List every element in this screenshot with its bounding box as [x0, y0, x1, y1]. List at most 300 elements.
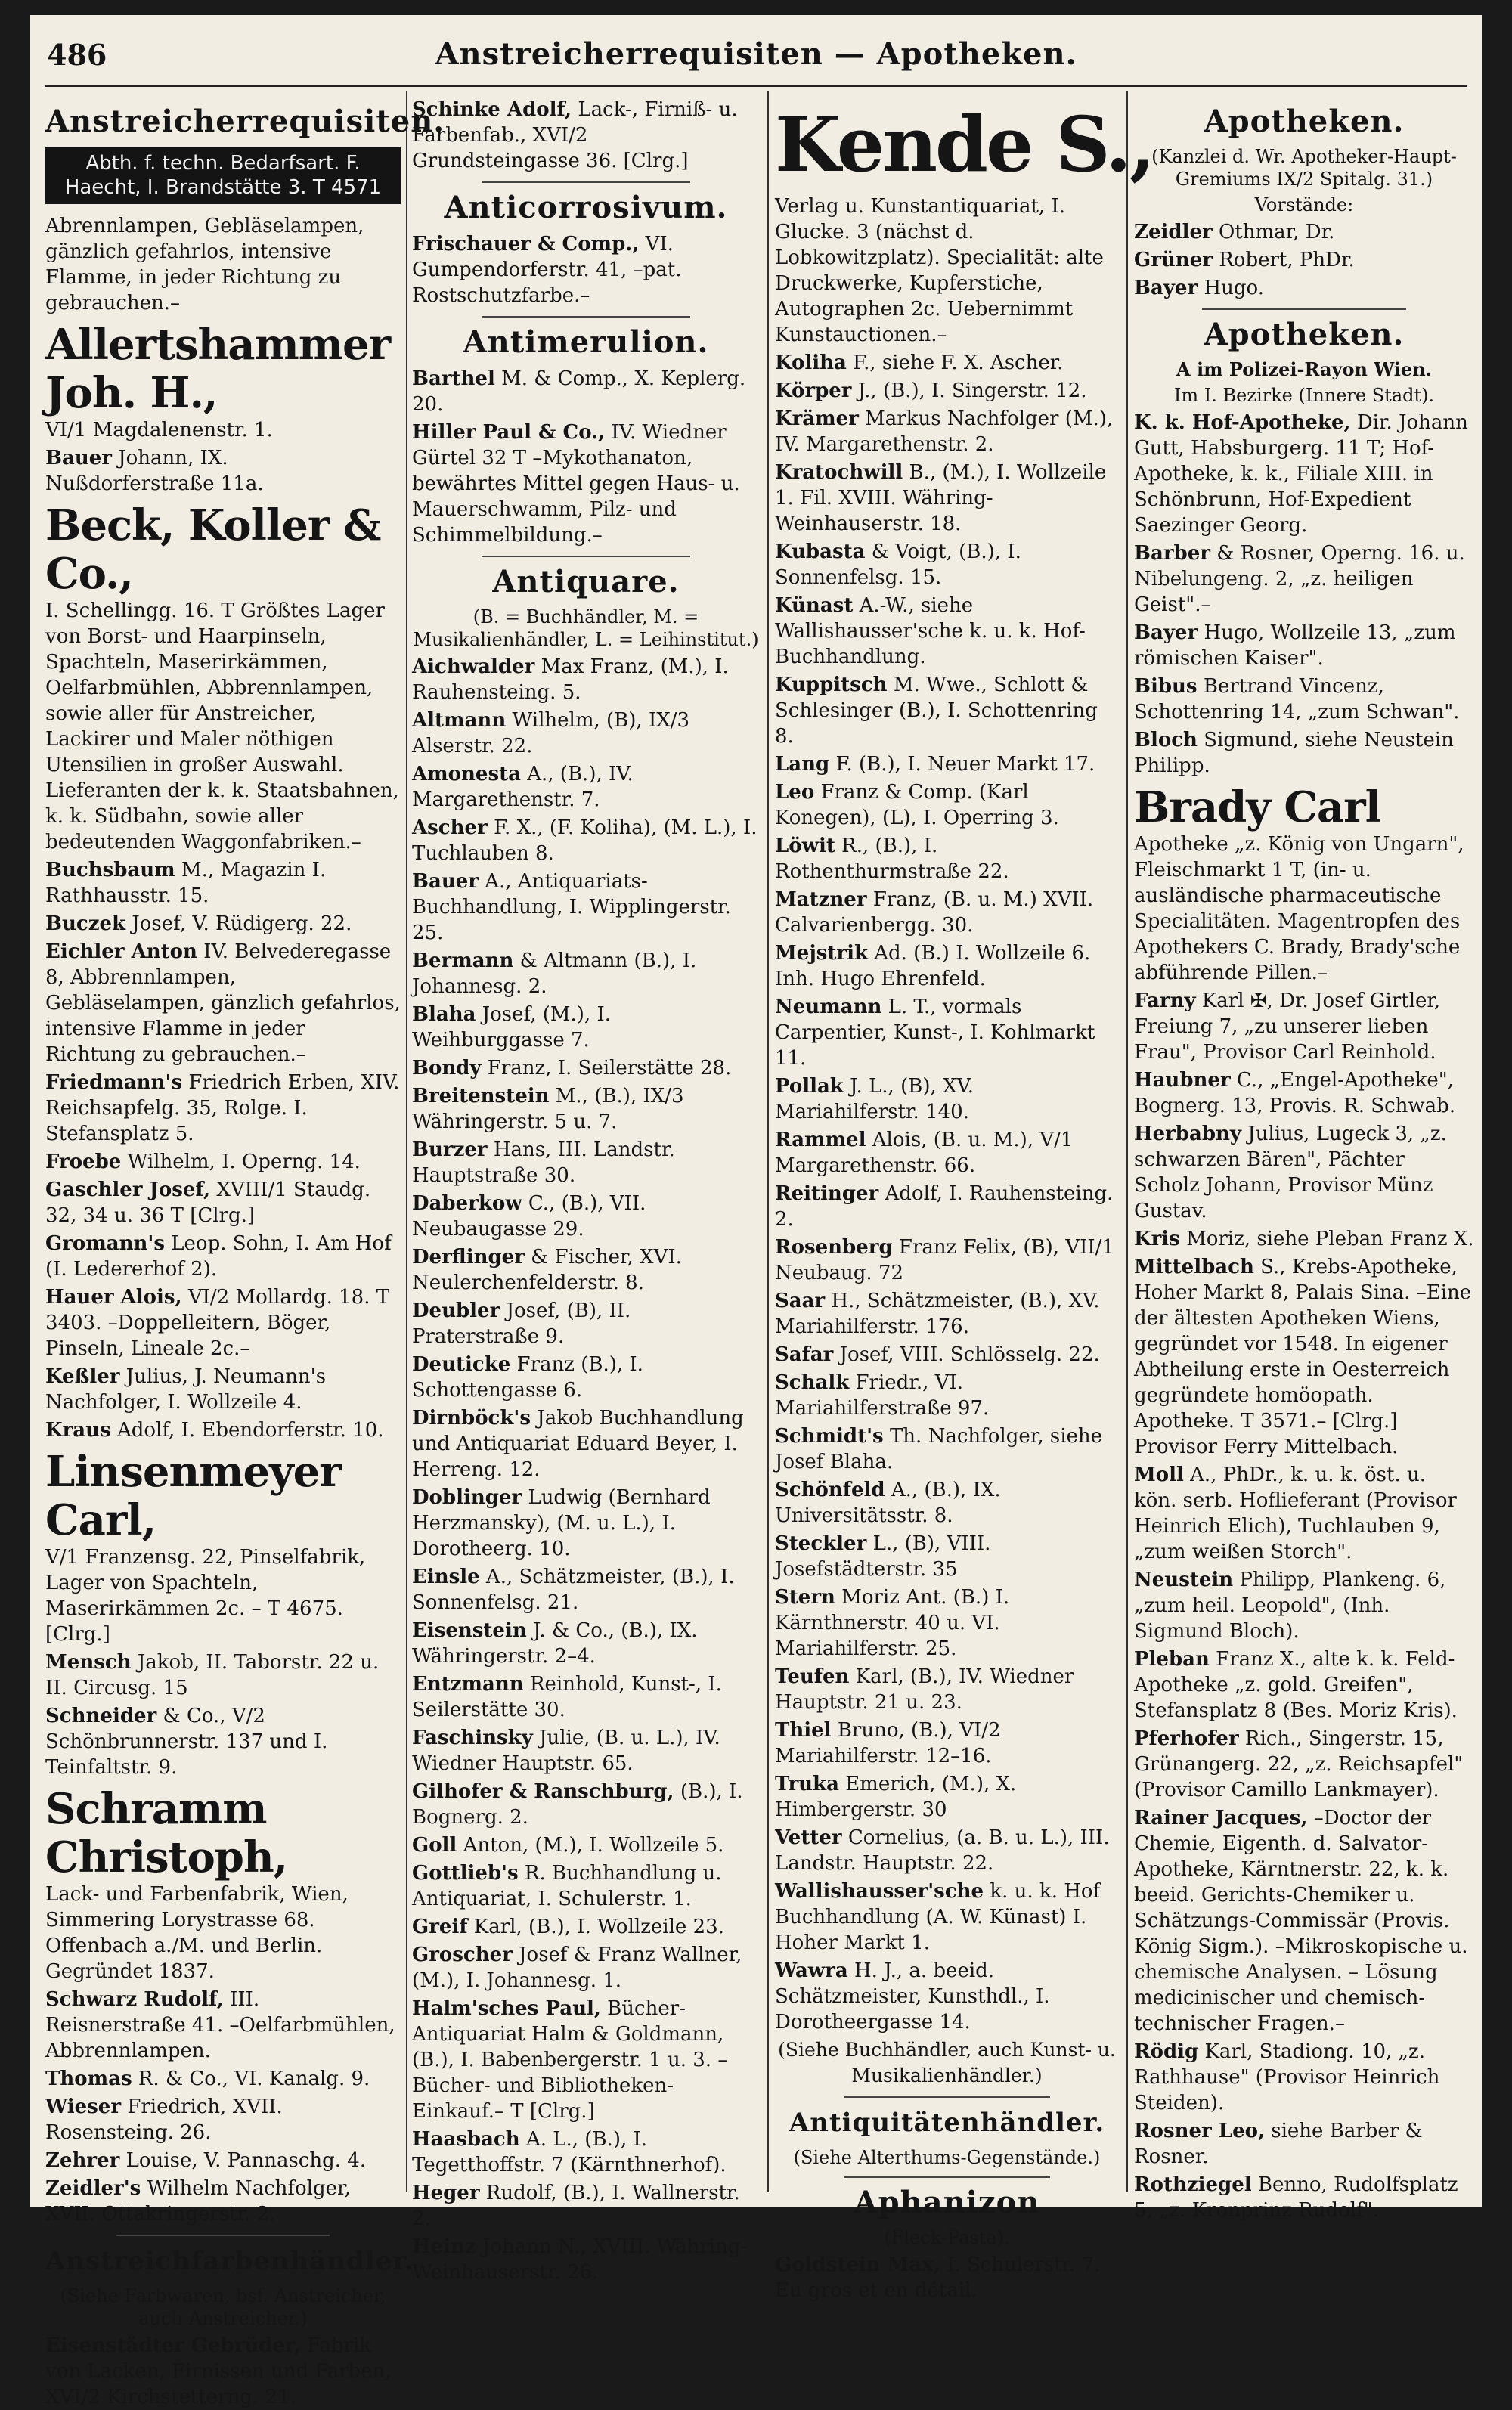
entry-name: Thomas: [45, 2068, 132, 2090]
entry-name: Bauer: [45, 447, 112, 469]
directory-entry: [775, 833, 1119, 884]
entry-details: Wilhelm, I. Operng. 14.: [127, 1151, 361, 1173]
directory-entry: [1134, 2172, 1474, 2223]
running-head: Anstreicherrequisiten — Apotheken.: [435, 36, 1077, 72]
entry-details: Jakob Buchhandlung und Antiquariat Eduard Beyer, I. Herreng. 12.: [412, 1407, 744, 1481]
entry-details: Lack- und Farbenfabrik, Wien, Simmering Lorystrasse 68. Offenbach a./M. und Berlin. Gegründet 1837.: [45, 1883, 349, 1983]
entry-name: Mejstrik: [775, 942, 868, 965]
directory-entry: [775, 2252, 1119, 2303]
entry-name: Kratochwill: [775, 461, 903, 484]
entry-details: S., Krebs-Apotheke, Hoher Markt 8, Palais Sina. –Eine der ältesten Apotheken Wiens, gegründet vor 1548. In eigener Abtheilung erste in Oesterreich gegründete homöopath. Apotheke. T 3571.– [Clrg.] Provisor Ferry Mittelbach.: [1134, 1256, 1472, 1458]
entry-details: Friedr., VI. Mariahilferstraße 97.: [775, 1371, 990, 1420]
directory-entry: [412, 1083, 760, 1135]
entry-name: Froebe: [45, 1151, 122, 1173]
directory-entry: [45, 2148, 401, 2173]
entry-name: Doblinger: [412, 1486, 522, 1509]
entry-details: Julie, (B. u. L.), IV. Wiedner Hauptstr. 65.: [412, 1727, 720, 1775]
entry-details: VI/1 Magdalenenstr. 1.: [45, 419, 273, 441]
entry-list: [412, 231, 760, 308]
entry-name: Künast: [775, 594, 854, 617]
entry-details: R., (B.), I. Rothenthurmstraße 22.: [775, 835, 1009, 883]
directory-entry: [1134, 1726, 1474, 1803]
directory-entry: [412, 1244, 760, 1296]
entry-details: J. L., (B), XV. Mariahilferstr. 140.: [775, 1075, 974, 1123]
directory-entry: [1134, 620, 1474, 671]
entry-name: Groscher: [412, 1944, 513, 1966]
entry-details: Johann N., XVIII. Währing-Weinhauserstr. 26.: [412, 2235, 748, 2284]
entry-list: [45, 2333, 401, 2410]
directory-entry: [775, 1234, 1119, 1286]
entry-name: Goldstein Max,: [775, 2254, 940, 2276]
entry-name: Krämer: [775, 407, 859, 430]
entry-details: Franz & Comp. (Karl Konegen), (L), I. Operring 3.: [775, 781, 1059, 829]
directory-entry: [1134, 1646, 1474, 1724]
section-subtitle: (Kanzlei d. Wr. Apotheker-Haupt-Gremiums IX/2 Spitalg. 31.): [1151, 146, 1457, 190]
directory-entry: [412, 2234, 760, 2285]
section-title: Antimerulion.: [463, 324, 709, 360]
entry-name: Linsenmeyer Carl,: [45, 1447, 341, 1545]
entry-name: Frischauer & Comp.,: [412, 233, 640, 256]
entry-details: Bücher-Antiquariat Halm & Goldmann, (B.), I. Babenbergerstr. 1 u. 3. –Bücher- und Bibliotheken-Einkauf.– T [Clrg.]: [412, 1997, 728, 2123]
directory-entry: [412, 1671, 760, 1723]
section-separator: [482, 181, 690, 183]
directory-entry: [412, 420, 760, 548]
entry-name: Schinke Adolf,: [412, 98, 572, 121]
entry-details: Franz, (B. u. M.) XVII. Calvarienbergg. 30.: [775, 888, 1094, 937]
entry-details: Julius, J. Neumann's Nachfolger, I. Wollzeile 4.: [45, 1365, 327, 1414]
entry-name: Pferhofer: [1134, 1727, 1239, 1750]
entry-details: H., Schätzmeister, (B.), XV. Mariahilferstr. 176.: [775, 1290, 1100, 1338]
directory-entry: [412, 1618, 760, 1669]
entry-name: Kris: [1134, 1228, 1180, 1250]
entry-name: Neustein: [1134, 1569, 1234, 1591]
directory-entry: [775, 378, 1119, 404]
entry-details: Adolf, I. Rauhensteing. 2.: [775, 1182, 1114, 1231]
directory-entry: [45, 1987, 401, 2064]
directory-entry: [45, 939, 401, 1067]
directory-entry: [412, 1996, 760, 2124]
directory-entry: [775, 1879, 1119, 1956]
directory-entry: [1134, 247, 1474, 273]
entry-name: Wawra: [775, 1959, 848, 1982]
entry-name: Bayer: [1134, 621, 1198, 644]
directory-entry: [775, 1342, 1119, 1368]
directory-entry: [1134, 275, 1474, 301]
entry-name: Amonesta: [412, 763, 521, 785]
directory-entry: [45, 1785, 401, 1984]
directory-entry: [1134, 1567, 1474, 1644]
entry-details: V/1 Franzensg. 22, Pinselfabrik, Lager von Spachteln, Maserirkämmen 2c. – T 4675. [Clrg.]: [45, 1546, 366, 1646]
entry-details: L., (B), VIII. Josefstädterstr. 35: [775, 1532, 991, 1581]
directory-entry: [412, 1137, 760, 1188]
entry-name: Derflinger: [412, 1246, 525, 1269]
entry-details: XVIII/1 Staudg. 32, 34 u. 36 T [Clrg.]: [45, 1179, 371, 1227]
directory-entry: [412, 1191, 760, 1242]
entry-details: Adolf, I. Ebendorferstr. 10.: [116, 1419, 384, 1442]
directory-entry: [45, 1070, 401, 1147]
directory-entry: [412, 869, 760, 946]
entry-details: Moriz Ant. (B.) I. Kärnthnerstr. 40 u. VI. Mariahilferstr. 25.: [775, 1586, 1010, 1660]
entry-details: R. & Co., VI. Kanalg. 9.: [138, 2068, 370, 2090]
featured-advertiser-name: Kende S.,: [775, 100, 1154, 189]
entry-name: Truka: [775, 1773, 839, 1795]
directory-entry: [775, 672, 1119, 749]
entry-details: IV. Wiedner Gürtel 32 T –Mykothanaton, bewährtes Mittel gegen Haus- u. Mauerschwamm, Pilz- und Schimmelbildung.–: [412, 421, 740, 547]
entry-name: Burzer: [412, 1138, 488, 1161]
directory-entry: [775, 1664, 1119, 1715]
directory-entry: [412, 1725, 760, 1777]
entry-details: Markus Nachfolger (M.), IV. Margarethenstr. 2.: [775, 407, 1114, 456]
entry-name: Gromann's: [45, 1232, 166, 1255]
entry-details: Lack-, Firniß- u. Farbenfab., XVI/2 Grundsteingasse 36. [Clrg.]: [412, 98, 738, 172]
section-title: Anticorrosivum.: [444, 190, 728, 225]
directory-entry: [412, 815, 760, 866]
entry-details: siehe Barber & Rosner.: [1134, 2120, 1423, 2168]
directory-entry: [412, 231, 760, 308]
entry-details: J., (B.), I. Singerstr. 12.: [857, 379, 1087, 402]
directory-entry: [412, 654, 760, 705]
entry-name: Moll: [1134, 1464, 1184, 1486]
directory-entry: [1134, 410, 1474, 538]
entry-name: Pollak: [775, 1075, 844, 1098]
directory-entry: [1134, 988, 1474, 1065]
entry-details: Verlag u. Kunstantiquariat, I. Glucke. 3 (nächst d. Lobkowitzplatz). Specialität: alte Druckwerke, Kupferstiche, Autographen 2c. Uebernimmt Kunstauctionen.–: [775, 195, 1104, 346]
directory-entry: [1134, 2118, 1474, 2170]
entry-details: & Rosner, Operng. 16. u. Nibelungeng. 2, „z. heiligen Geist".–: [1134, 542, 1465, 616]
entry-details: VI. Gumpendorferstr. 41, –pat. Rostschutzfarbe.–: [412, 233, 682, 307]
directory-entry: [412, 1485, 760, 1562]
entry-name: Eisenstädter Gebrüder,: [45, 2334, 301, 2357]
entry-details: Julius, Lugeck 3, „z. schwarzen Bären", Pächter Scholz Johann, Provisor Münz Gustav.: [1134, 1123, 1447, 1222]
entry-name: Einsle: [412, 1566, 480, 1588]
directory-entry: [412, 2180, 760, 2232]
entry-details: Friedrich, XVII. Rosensteing. 26.: [45, 2096, 283, 2144]
directory-entry: [412, 2127, 760, 2178]
directory-entry: [1134, 1805, 1474, 2037]
entry-name: Stern: [775, 1586, 835, 1609]
directory-entry: [1134, 2039, 1474, 2116]
entry-name: Schramm Christoph,: [45, 1784, 288, 1882]
column-4: [1134, 97, 1474, 2222]
entry-name: Gilhofer & Ranschburg,: [412, 1780, 674, 1803]
directory-entry: [412, 1942, 760, 1993]
entry-name: Thiel: [775, 1719, 832, 1742]
entry-name: Halm'sches Paul,: [412, 1997, 601, 2020]
entry-details: C., (B.), VII. Neubaugasse 29.: [412, 1192, 646, 1241]
entry-details: IV. Belvederegasse 8, Abbrennlampen, Gebläselampen, gänzlich gefahrlos, intensive Flamme in jeder Richtung zu gebrauchen.–: [45, 940, 401, 1066]
directory-entry: [45, 1231, 401, 1282]
directory-entry: [775, 350, 1119, 376]
entry-name: Rosenberg: [775, 1236, 893, 1259]
entry-name: Rosner Leo,: [1134, 2120, 1265, 2142]
directory-entry: [45, 1417, 401, 1443]
entry-details: I. Schellingg. 16. T Größtes Lager von Borst- und Haarpinseln, Spachteln, Maserirkämmen, Oelfarbmühlen, Abbrennlampen, sowie aller für Anstreicher, Lackirer und Maler nöthigen Utensilien in großer Auswahl. Lieferanten der k. k. Staatsbahnen, k. k. Südbahn, sowie aller bedeutenden Waggonfabriken.–: [45, 599, 399, 853]
directory-entry: [775, 887, 1119, 938]
entry-name: Schönfeld: [775, 1479, 885, 1501]
directory-entry: [45, 911, 401, 937]
entry-name: Haubner: [1134, 1069, 1231, 1092]
entry-name: Schalk: [775, 1371, 850, 1394]
section-title: Antiquitätenhändler.: [789, 2108, 1105, 2138]
entry-name: Gottlieb's: [412, 1862, 519, 1885]
entry-details: Rich., Singerstr. 15, Grünangerg. 22, „z. Reichsapfel" (Provisor Camillo Lankmayer).: [1134, 1727, 1464, 1801]
directory-entry: [775, 593, 1119, 670]
directory-entry: [412, 761, 760, 813]
entry-name: Gaschler Josef,: [45, 1179, 211, 1201]
column-2: [412, 97, 760, 2284]
entry-details: Karl, Stadiong. 10, „z. Rathhause" (Provisor Heinrich Steiden).: [1134, 2040, 1440, 2114]
entry-name: Keßler: [45, 1365, 120, 1388]
directory-entry: [1134, 541, 1474, 618]
entry-details: M., Magazin I. Rathhausstr. 15.: [45, 859, 327, 907]
entry-details: Reinhold, Kunst-, I. Seilerstätte 30.: [412, 1673, 722, 1721]
entry-details: Johann, IX. Nußdorferstraße 11a.: [45, 447, 264, 495]
directory-entry: [45, 445, 401, 497]
directory-entry: [412, 1860, 760, 1912]
entry-name: Goll: [412, 1834, 457, 1857]
entry-name: Zeidler's: [45, 2177, 141, 2200]
entry-name: Hiller Paul & Co.,: [412, 421, 606, 444]
entry-list: [412, 366, 760, 548]
entry-details: Franz Felix, (B), VII/1 Neubaug. 72: [775, 1236, 1114, 1284]
entry-details: Josef, (B), II. Praterstraße 9.: [412, 1299, 631, 1348]
directory-entry: [775, 751, 1119, 777]
entry-details: Moriz, siehe Pleban Franz X.: [1186, 1228, 1474, 1250]
directory-entry: [45, 501, 401, 855]
entry-details: M., (B.), IX/3 Währingerstr. 5 u. 7.: [412, 1085, 684, 1133]
directory-entry: [412, 1405, 760, 1482]
entry-name: Zeidler: [1134, 221, 1213, 243]
entry-name: Bondy: [412, 1057, 482, 1080]
advertisement-banner: Abth. f. techn. Bedarfsart. F. Haecht, I. Brandstätte 3. T 4571: [45, 147, 401, 204]
entry-name: Ascher: [412, 816, 488, 839]
entry-name: Barthel: [412, 367, 495, 390]
entry-details: Othmar, Dr.: [1218, 221, 1335, 243]
directory-entry: [1134, 219, 1474, 245]
entry-name: Saar: [775, 1290, 826, 1312]
directory-entry: [45, 1149, 401, 1175]
directory-entry: [45, 321, 401, 443]
directory-entry: [1134, 1254, 1474, 1460]
directory-entry: [775, 460, 1119, 537]
entry-details: Max Franz, (M.), I. Rauhensteing. 5.: [412, 655, 729, 704]
section-subtitle: Im I. Bezirke (Innere Stadt).: [1173, 385, 1435, 406]
entry-name: Buczek: [45, 912, 126, 935]
entry-name: Dirnböck's: [412, 1407, 531, 1430]
directory-entry: [775, 1073, 1119, 1125]
section-subtitle: A im Polizei-Rayon Wien.: [1176, 358, 1432, 380]
entry-name: Kraus: [45, 1419, 111, 1442]
entry-details: Hans, III. Landstr. Hauptstraße 30.: [412, 1138, 675, 1187]
section-separator: [844, 2096, 1050, 2098]
entry-details: & Co., V/2 Schönbrunnerstr. 137 und I. Teinfaltstr. 9.: [45, 1705, 328, 1779]
entry-name: Heger: [412, 2182, 480, 2204]
entry-details: Leop. Sohn, I. Am Hof (I. Ledererhof 2).: [45, 1232, 392, 1281]
directory-entry: [45, 1364, 401, 1415]
entry-name: Löwit: [775, 835, 835, 857]
section-separator: [482, 316, 690, 318]
entry-details: Dir. Johann Gutt, Habsburgerg. 11 T; Hof-Apotheke, k. k., Filiale XIII. in Schönbrunn, Hof-Expedient Saezinger Georg.: [1134, 411, 1468, 537]
entry-details: Ludwig (Bernhard Herzmansky), (M. u. L.), I. Dorotheerg. 10.: [412, 1486, 711, 1560]
entry-details: Franz X., alte k. k. Feld-Apotheke „z. gold. Greifen", Stefansplatz 8 (Bes. Moriz Kris).: [1134, 1648, 1458, 1722]
entry-name: Eisenstein: [412, 1619, 527, 1642]
entry-details: A., Schätzmeister, (B.), I. Sonnenfelsg. 21.: [412, 1566, 735, 1614]
page-number: 486: [47, 38, 107, 72]
entry-details: C., „Engel-Apotheke", Bognerg. 13, Provis. R. Schwab.: [1134, 1069, 1456, 1117]
directory-entry: [412, 1055, 760, 1081]
entry-name: Deuticke: [412, 1353, 511, 1376]
entry-name: Deubler: [412, 1299, 500, 1322]
entry-details: III. Reisnerstraße 41. –Oelfarbmühlen, Abbrennlampen.: [45, 1988, 395, 2062]
entry-name: Schmidt's: [775, 1425, 884, 1448]
entry-details: Robert, PhDr.: [1219, 249, 1355, 271]
entry-name: Koliha: [775, 352, 847, 374]
entry-list: [1134, 410, 1474, 2223]
directory-entry: [775, 1771, 1119, 1823]
entry-list: [775, 194, 1119, 2035]
directory-entry: [775, 1423, 1119, 1475]
directory-entry: [775, 1477, 1119, 1529]
directory-entry: [412, 1352, 760, 1403]
entry-list: [1134, 219, 1474, 301]
entry-details: F., siehe F. X. Ascher.: [853, 352, 1064, 374]
directory-entry: [412, 366, 760, 417]
entry-name: Rainer Jacques,: [1134, 1807, 1308, 1829]
directory-entry: [412, 708, 760, 759]
directory-entry: [775, 940, 1119, 992]
directory-entry: [1134, 674, 1474, 725]
entry-details: Josef, (M.), I. Weihburggasse 7.: [412, 1003, 611, 1052]
entry-details: Franz, I. Seilerstätte 28.: [487, 1057, 732, 1080]
entry-details: Jakob, II. Taborstr. 22 u. II. Circusg. 15: [45, 1651, 380, 1699]
directory-entry: [1134, 727, 1474, 779]
entry-name: Reitinger: [775, 1182, 879, 1205]
entry-details: Bruno, (B.), VI/2 Mariahilferstr. 12–16.: [775, 1719, 1001, 1767]
directory-entry: [1134, 1226, 1474, 1252]
directory-entry: [45, 1448, 401, 1647]
entry-details: A.-W., siehe Wallishausser'sche k. u. k. Hof-Buchhandlung.: [775, 594, 1086, 668]
entry-name: Körper: [775, 379, 852, 402]
directory-entry: [1134, 1462, 1474, 1565]
entry-details: Louise, V. Pannaschg. 4.: [125, 2149, 367, 2172]
directory-entry: [45, 2333, 401, 2410]
section-separator: [116, 2235, 330, 2236]
entry-name: Lang: [775, 753, 830, 776]
entry-name: Bauer: [412, 870, 479, 893]
entry-details: Bertrand Vincenz, Schottenring 14, „zum Schwan".: [1134, 675, 1460, 723]
entry-details: Fabrik von Lacken, Firnissen und Farben, XVI/2 Kirchstetterng. 21.: [45, 2334, 392, 2408]
entry-details: A. L., (B.), I. Tegetthoffstr. 7 (Kärnthnerhof).: [412, 2128, 727, 2176]
entry-details: –Doctor der Chemie, Eigenth. d. Salvator-Apotheke, Kärntnerstr. 22, k. k. beeid. Gerichts-Chemiker u. Schätzungs-Commissär (Provis. König Sigm.). –Mikroskopische u. chemische Analysen. – Lösung medicinischer und chemisch-technischer Fragen.–: [1134, 1807, 1468, 2035]
directory-entry: [775, 1370, 1119, 1421]
entry-name: Steckler: [775, 1532, 867, 1555]
entry-name: Farny: [1134, 990, 1196, 1012]
entry-name: Bloch: [1134, 729, 1198, 751]
directory-entry: [412, 1002, 760, 1053]
entry-name: Matzner: [775, 888, 867, 911]
entry-details: Cornelius, (a. B. u. L.), III. Landstr. Hauptstr. 22.: [775, 1826, 1110, 1875]
entry-name: Bibus: [1134, 675, 1198, 698]
entry-name: Altmann: [412, 709, 507, 732]
entry-name: Rammel: [775, 1129, 866, 1151]
entry-name: Vetter: [775, 1826, 842, 1849]
section-separator: [844, 2176, 1050, 2178]
entry-name: Faschinsky: [412, 1727, 533, 1749]
entry-details: Franz (B.), I. Schottengasse 6.: [412, 1353, 643, 1402]
entry-details: J. & Co., (B.), IX. Währingerstr. 2–4.: [412, 1619, 698, 1668]
entry-details: & Voigt, (B.), I. Sonnenfelsg. 15.: [775, 541, 1021, 589]
entry-name: Eichler Anton: [45, 940, 197, 963]
entry-details: Karl, (B.), IV. Wiedner Hauptstr. 21 u. 23.: [775, 1665, 1074, 1714]
section-subtitle: (Fleck-Pasta).: [884, 2227, 1010, 2248]
header-rule: [45, 85, 1467, 87]
entry-details: A., (B.), IX. Universitätsstr. 8.: [775, 1479, 1001, 1527]
entry-details: Apotheke „z. König von Ungarn", Fleischmarkt 1 T, (in- u. ausländische pharmaceutische Specialitäten. Magentropfen des Apothekers C. Brady, Brady'sche abführende Pillen.–: [1134, 833, 1464, 984]
entry-name: Schwarz Rudolf,: [45, 1988, 224, 2011]
entry-details: & Fischer, XVI. Neulerchenfelderstr. 8.: [412, 1246, 682, 1294]
directory-entry: [412, 1298, 760, 1349]
directory-entry: [775, 1958, 1119, 2035]
directory-entry: [45, 2066, 401, 2092]
entry-details: I. Schulerstr. 7. Eu gros et en détail.: [775, 2254, 1101, 2302]
section-title: Apotheken.: [1204, 317, 1405, 352]
entry-name: Entzmann: [412, 1673, 524, 1696]
entry-details: VI/2 Mollardg. 18. T 3403. –Doppelleitern, Böger, Pinseln, Lineale 2c.–: [45, 1286, 390, 1360]
entry-details: H. J., a. beeid. Schätzmeister, Kunsthdl., I. Dorotheergasse 14.: [775, 1959, 1050, 2034]
entry-details: A., PhDr., k. u. k. öst. u. kön. serb. Hoflieferant (Provisor Heinrich Elich), Tuchlauben 9, „zum weißen Storch".: [1134, 1464, 1457, 1563]
entry-name: Teufen: [775, 1665, 850, 1688]
section-subtitle: (Siehe Farbwaren, bsf. Anstreicher, auch Anstreicher.): [60, 2285, 386, 2329]
entry-name: Bermann: [412, 949, 514, 972]
directory-entry: [775, 779, 1119, 831]
entry-details: F. (B.), I. Neuer Markt 17.: [835, 753, 1095, 776]
directory-entry: [775, 1531, 1119, 1582]
entry-details: Josef, V. Rüdigerg. 22.: [132, 912, 352, 935]
entry-details: Abrennlampen, Gebläselampen, gänzlich gefahrlos, intensive Flamme, in jeder Richtung zu gebrauchen.–: [45, 215, 364, 314]
entry-name: Beck, Koller & Co.,: [45, 500, 381, 599]
directory-entry: [775, 1127, 1119, 1179]
entry-name: Greif: [412, 1916, 468, 1938]
directory-entry: [45, 1177, 401, 1228]
entry-details: Hugo.: [1204, 277, 1264, 299]
entry-details: A., Antiquariats-Buchhandlung, I. Wipplingerstr. 25.: [412, 870, 731, 944]
directory-entry: [45, 1284, 401, 1361]
section-title: Antiquare.: [492, 564, 680, 599]
entry-details: Philipp, Plankeng. 6, „zum heil. Leopold", (Inh. Sigmund Bloch).: [1134, 1569, 1446, 1643]
entry-name: Blaha: [412, 1003, 476, 1026]
entry-name: Schneider: [45, 1705, 157, 1727]
entry-details: Karl, (B.), I. Wollzeile 23.: [473, 1916, 724, 1938]
entry-name: Zehrer: [45, 2149, 120, 2172]
entry-name: Rödig: [1134, 2040, 1199, 2063]
entry-details: L. T., vormals Carpentier, Kunst-, I. Kohlmarkt 11.: [775, 996, 1095, 1070]
entry-details: (B.), I. Bognerg. 2.: [412, 1780, 743, 1829]
directory-page: [30, 15, 1482, 2408]
directory-entry: [45, 2176, 401, 2227]
entry-details: Emerich, (M.), X. Himbergerstr. 30: [775, 1773, 1017, 1821]
entry-details: Hugo, Wollzeile 13, „zum römischen Kaiser".: [1134, 621, 1456, 670]
directory-entry: [775, 194, 1119, 348]
section-separator: [1202, 308, 1406, 310]
column-divider: [767, 91, 769, 2192]
entry-details: M. Wwe., Schlott & Schlesinger (B.), I. Schottenring 8.: [775, 674, 1098, 748]
directory-entry: [775, 1825, 1119, 1876]
entry-name: Safar: [775, 1343, 834, 1366]
entry-details: A., (B.), IV. Margarethenstr. 7.: [412, 763, 634, 811]
section-separator: [482, 556, 690, 557]
entry-name: Mensch: [45, 1651, 132, 1674]
entry-details: Alois, (B. u. M.), V/1 Margarethenstr. 66.: [775, 1129, 1074, 1177]
